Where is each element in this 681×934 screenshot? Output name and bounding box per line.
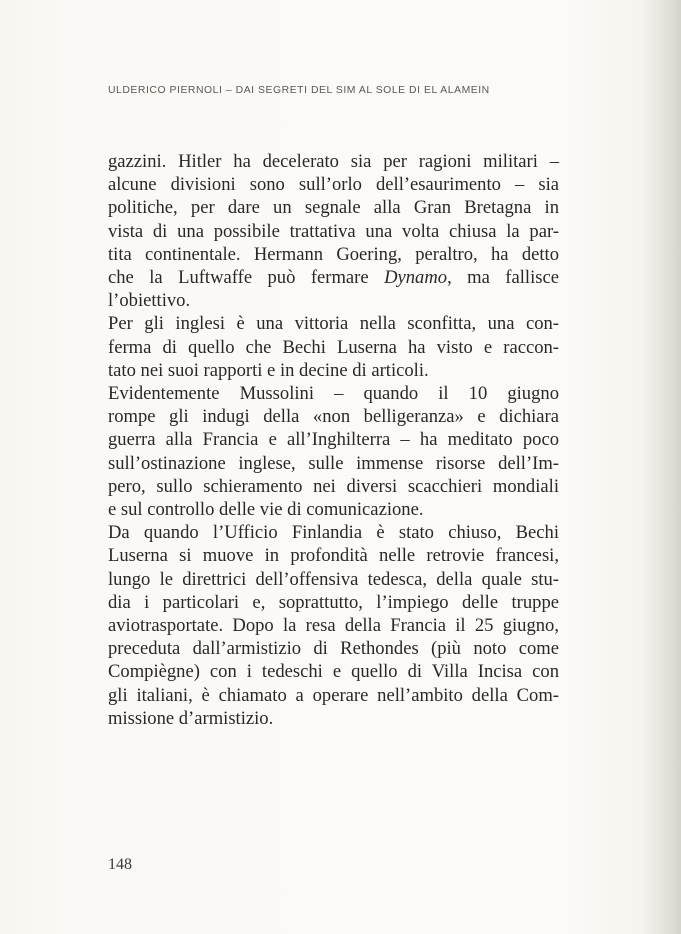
paragraph-4: [108, 521, 559, 730]
text-line: ferma di quello che Bechi Luserna ha visto e raccon-: [108, 336, 559, 358]
text-line: rompe gli indugi della «non belligeranza» e dichiara: [108, 406, 559, 428]
body-text: [108, 150, 559, 730]
paragraph-1: [108, 150, 559, 312]
line-head: che la Luftwaffe può fermare: [108, 267, 369, 289]
text-line: aviotrasportate. Dopo la resa della Francia il 25 giugno,: [108, 615, 559, 637]
text-line: e sul controllo delle vie di comunicazione.: [108, 499, 424, 521]
text-line: preceduta dall’armistizio di Rethondes (più noto come: [108, 638, 559, 660]
line-tail: , ma fallisce: [447, 267, 559, 289]
text-line: Da quando l’Ufficio Finlandia è stato chiuso, Bechi: [108, 522, 559, 544]
text-line: gazzini. Hitler ha decelerato sia per ragioni militari –: [108, 151, 559, 172]
running-header: ULDERICO PIERNOLI – DAI SEGRETI DEL SIM AL SOLE DI EL ALAMEIN: [108, 85, 490, 96]
text-line: pero, sullo schieramento nei diversi scacchieri mondiali: [108, 475, 559, 497]
paragraph-2: [108, 312, 559, 382]
text-line: tita continentale. Hermann Goering, peraltro, ha detto: [108, 243, 559, 265]
text-line-with-italic: [108, 266, 559, 289]
text-line: Evidentemente Mussolini – quando il 10 giugno: [108, 383, 559, 405]
page-number: 148: [108, 856, 132, 873]
text-line: Compiègne) con i tedeschi e quello di Villa Incisa con: [108, 661, 559, 683]
text-line: missione d’armistizio.: [108, 707, 274, 729]
text-line: dia i particolari e, soprattutto, l’impiego delle truppe: [108, 591, 559, 613]
italic-term: Dynamo: [384, 267, 448, 289]
text-line: politiche, per dare un segnale alla Gran Bretagna in: [108, 197, 559, 219]
text-line: lungo le direttrici dell’offensiva tedesca, della quale stu-: [108, 568, 559, 590]
text-line: l’obiettivo.: [108, 290, 191, 312]
text-line: sull’ostinazione inglese, sulle immense risorse dell’Im-: [108, 452, 559, 474]
text-line: alcune divisioni sono sull’orlo dell’esaurimento – sia: [108, 174, 559, 196]
text-line: Luserna si muove in profondità nelle retrovie francesi,: [108, 545, 559, 567]
text-line: Per gli inglesi è una vittoria nella sconfitta, una con-: [108, 313, 559, 335]
text-line: gli italiani, è chiamato a operare nell’ambito della Com-: [108, 684, 559, 706]
text-line: vista di una possibile trattativa una volta chiusa la par-: [108, 220, 559, 242]
paragraph-3: [108, 382, 559, 521]
text-line: tato nei suoi rapporti e in decine di articoli.: [108, 359, 429, 381]
text-line: guerra alla Francia e all’Inghilterra – ha meditato poco: [108, 429, 559, 451]
